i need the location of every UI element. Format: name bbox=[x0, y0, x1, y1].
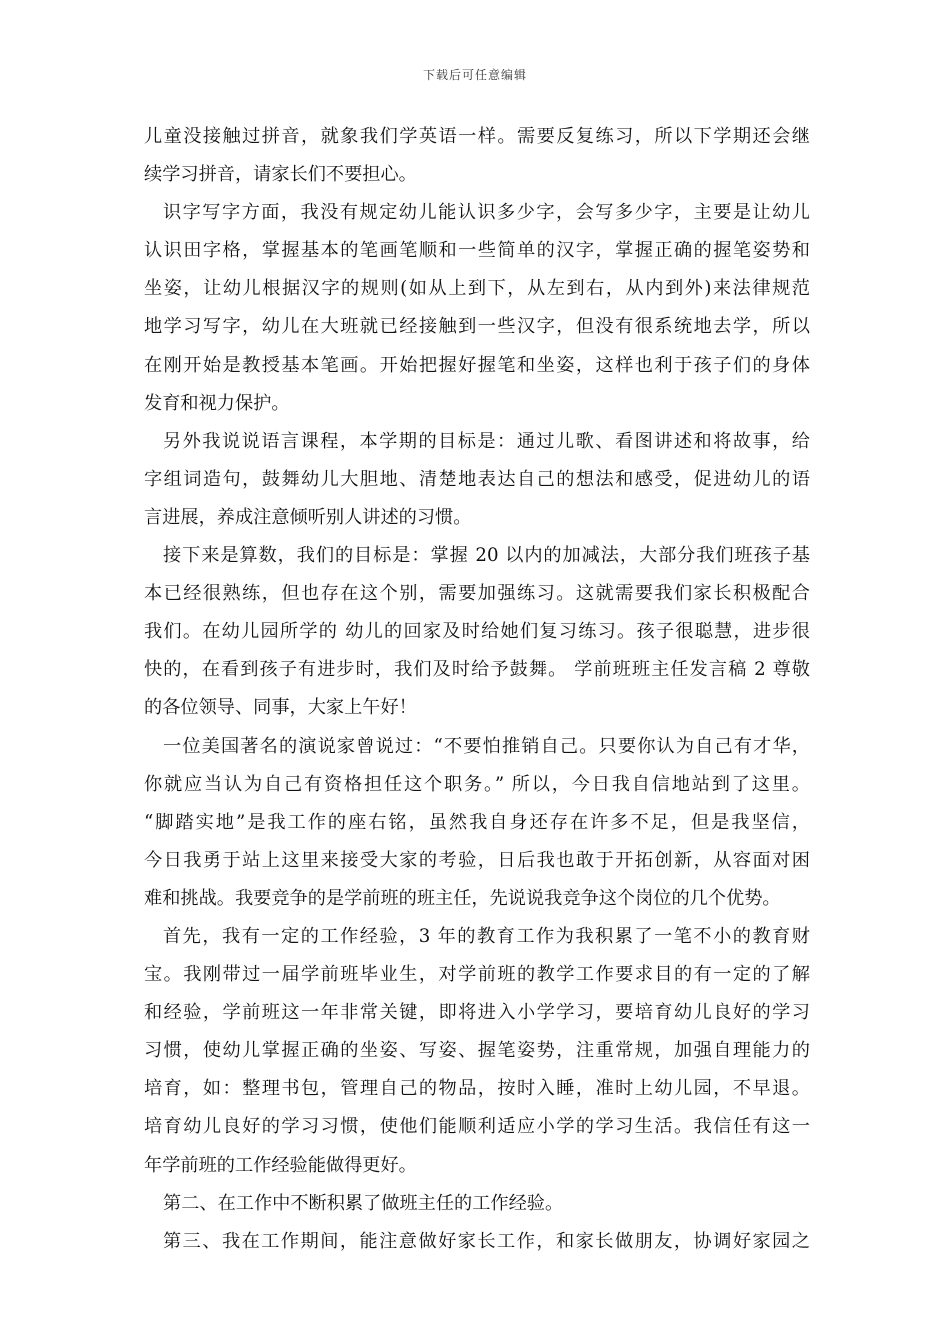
text-line: 今日我勇于站上这里来接受大家的考验，日后我也敢于开拓创新，从容面对困 bbox=[144, 849, 810, 871]
text-line: 坐姿，让幼儿根据汉字的规则(如从上到下，从左到右，从内到外)来法律规范 bbox=[144, 278, 810, 300]
text-line: 识字写字方面，我没有规定幼儿能认识多少字，会写多少字，主要是让幼儿 bbox=[163, 202, 810, 224]
text-line: 一位美国著名的演说家曾说过：“不要怕推销自己。只要你认为自己有才华， bbox=[163, 735, 810, 757]
text-line: 字组词造句，鼓舞幼儿大胆地、清楚地表达自己的想法和感受，促进幼儿的语 bbox=[144, 468, 810, 490]
text-line: 宝。我刚带过一届学前班毕业生，对学前班的教学工作要求目的有一定的了解 bbox=[144, 964, 810, 986]
text-line: 年学前班的工作经验能做得更好。 bbox=[144, 1154, 417, 1176]
text-line: 第三、我在工作期间，能注意做好家长工作，和家长做朋友，协调好家园之 bbox=[163, 1230, 810, 1252]
text-line: 另外我说说语言课程，本学期的目标是：通过儿歌、看图讲述和将故事，给 bbox=[163, 430, 810, 452]
text-line: 首先，我有一定的工作经验，3 年的教育工作为我积累了一笔不小的教育财 bbox=[163, 925, 810, 947]
text-line: 儿童没接触过拼音，就象我们学英语一样。需要反复练习，所以下学期还会继 bbox=[144, 126, 810, 147]
text-line: 和经验，学前班这一年非常关键，即将进入小学学习，要培育幼儿良好的学习 bbox=[144, 1002, 810, 1024]
text-line: 续学习拼音，请家长们不要担心。 bbox=[144, 164, 417, 186]
text-line: 培育，如：整理书包，管理自己的物品，按时入睡，准时上幼儿园，不早退。 bbox=[144, 1078, 810, 1100]
text-line: 你就应当认为自己有资格担任这个职务。” 所以，今日我自信地站到了这里。 bbox=[144, 773, 810, 795]
text-line: 我们。在幼儿园所学的 幼儿的回家及时给她们复习练习。孩子很聪慧，进步很 bbox=[144, 621, 810, 643]
text-line: “脚踏实地”是我工作的座右铭，虽然我自身还存在许多不足，但是我坚信， bbox=[144, 811, 810, 833]
text-line: 发育和视力保护。 bbox=[144, 392, 290, 414]
text-line: 言进展，养成注意倾听别人讲述的习惯。 bbox=[144, 506, 472, 528]
page-header-note: 下载后可任意编辑 bbox=[422, 68, 527, 82]
text-line: 第二、在工作中不断积累了做班主任的工作经验。 bbox=[163, 1192, 564, 1214]
text-line: 习惯，使幼儿掌握正确的坐姿、写姿、握笔姿势，注重常规，加强自理能力的 bbox=[144, 1040, 810, 1062]
text-line: 培育幼儿良好的学习习惯，使他们能顺利适应小学的学习生活。我信任有这一 bbox=[144, 1116, 810, 1138]
text-line: 本已经很熟练，但也存在这个别，需要加强练习。这就需要我们家长积极配合 bbox=[144, 583, 810, 605]
text-line: 地学习写字，幼儿在大班就已经接触到一些汉字，但没有很系统地去学，所以 bbox=[144, 316, 810, 338]
text-line: 快的，在看到孩子有进步时，我们及时给予鼓舞。 学前班班主任发言稿 2 尊敬 bbox=[144, 659, 810, 681]
text-line: 认识田字格，掌握基本的笔画笔顺和一些简单的汉字，掌握正确的握笔姿势和 bbox=[144, 240, 810, 262]
text-line: 难和挑战。我要竞争的是学前班的班主任，先说说我竞争这个岗位的几个优势。 bbox=[144, 887, 781, 909]
text-line: 在刚开始是教授基本笔画。开始把握好握笔和坐姿，这样也利于孩子们的身体 bbox=[144, 354, 810, 376]
document-body bbox=[144, 118, 810, 1261]
text-line: 接下来是算数，我们的目标是：掌握 20 以内的加减法，大部分我们班孩子基 bbox=[163, 545, 810, 567]
text-line: 的各位领导、同事，大家上午好！ bbox=[144, 697, 417, 719]
